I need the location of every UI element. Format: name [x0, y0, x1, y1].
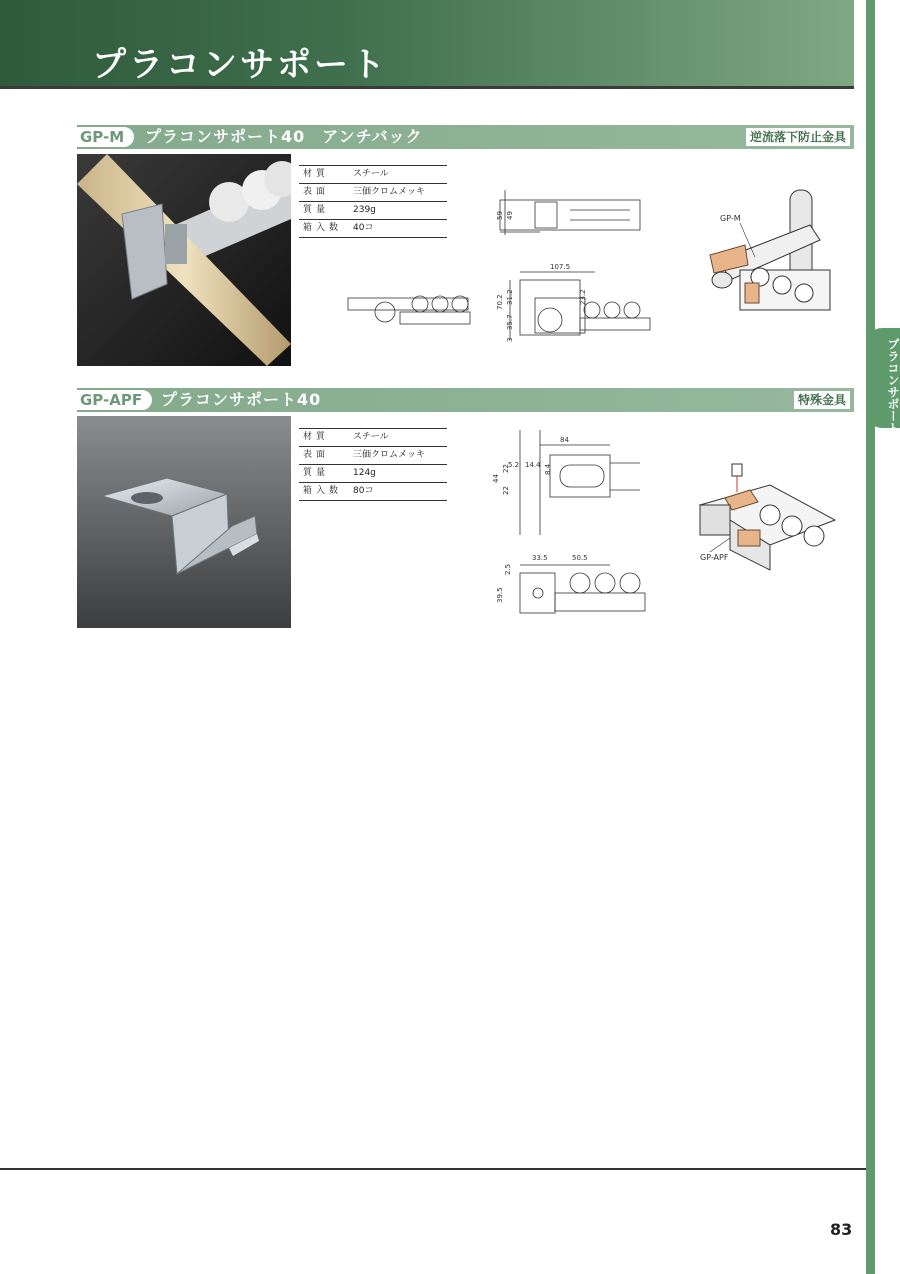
section-title: プラコンサポート40 アンチバック — [145, 127, 423, 146]
side-bar — [866, 0, 875, 1274]
spec-row: 材質 スチール — [299, 429, 447, 447]
spec-row: 表面 三価クロムメッキ — [299, 447, 447, 465]
dim-label: 31.2 — [506, 289, 514, 305]
dim-label: 22 — [502, 486, 510, 495]
spec-row: 質量 239g — [299, 202, 447, 220]
dim-label: 59 — [496, 211, 504, 220]
dim-label: 8.4 — [544, 463, 552, 475]
callout-label: GP-M — [720, 214, 741, 223]
product-code: GP-M — [77, 127, 134, 147]
dim-label: 50.5 — [572, 554, 588, 562]
dim-label: 33.5 — [532, 554, 548, 562]
dim-label: 14.4 — [525, 461, 541, 469]
header-rule — [0, 86, 854, 89]
technical-drawing-gp-apf — [480, 425, 660, 625]
spec-table-gp-apf — [299, 428, 447, 501]
callout-label: GP-APF — [700, 553, 729, 562]
section-header-gp-apf — [77, 388, 854, 412]
product-photo-gp-m — [77, 154, 291, 366]
side-tab-label: プラコンサポート — [886, 338, 900, 434]
dim-label: 3 — [506, 337, 514, 342]
category-tag: 逆流落下防止金具 — [746, 128, 850, 146]
dim-label: 5.2 — [508, 461, 520, 469]
dim-label: 44 — [492, 474, 500, 483]
category-tag: 特殊金具 — [794, 391, 850, 409]
spec-row: 表面 三価クロムメッキ — [299, 184, 447, 202]
spec-row: 質量 124g — [299, 465, 447, 483]
dim-label: 70.2 — [496, 294, 504, 310]
dim-label: 22 — [502, 464, 510, 473]
section-header-gp-m — [77, 125, 854, 149]
page-title: プラコンサポート — [92, 45, 388, 85]
page-number: 83 — [830, 1220, 853, 1239]
dim-label: 23.2 — [579, 289, 587, 305]
product-code: GP-APF — [77, 390, 152, 410]
technical-drawing-gp-m — [340, 180, 670, 350]
page-header — [0, 0, 854, 86]
spec-row: 箱入数 40コ — [299, 220, 447, 238]
dim-label: 2.5 — [504, 563, 512, 575]
installation-illustration-gp-m — [700, 185, 840, 335]
spec-row: 材質 スチール — [299, 166, 447, 184]
dim-label: 39.5 — [496, 587, 504, 603]
installation-illustration-gp-apf — [690, 460, 840, 580]
product-photo-gp-apf — [77, 416, 291, 628]
section-title: プラコンサポート40 — [161, 390, 322, 409]
dim-label: 35.7 — [506, 314, 514, 330]
footer-rule — [0, 1168, 866, 1170]
dim-label: 107.5 — [550, 263, 571, 271]
spec-row: 箱入数 80コ — [299, 483, 447, 501]
dim-label: 84 — [560, 436, 569, 444]
dim-label: 49 — [506, 211, 514, 220]
